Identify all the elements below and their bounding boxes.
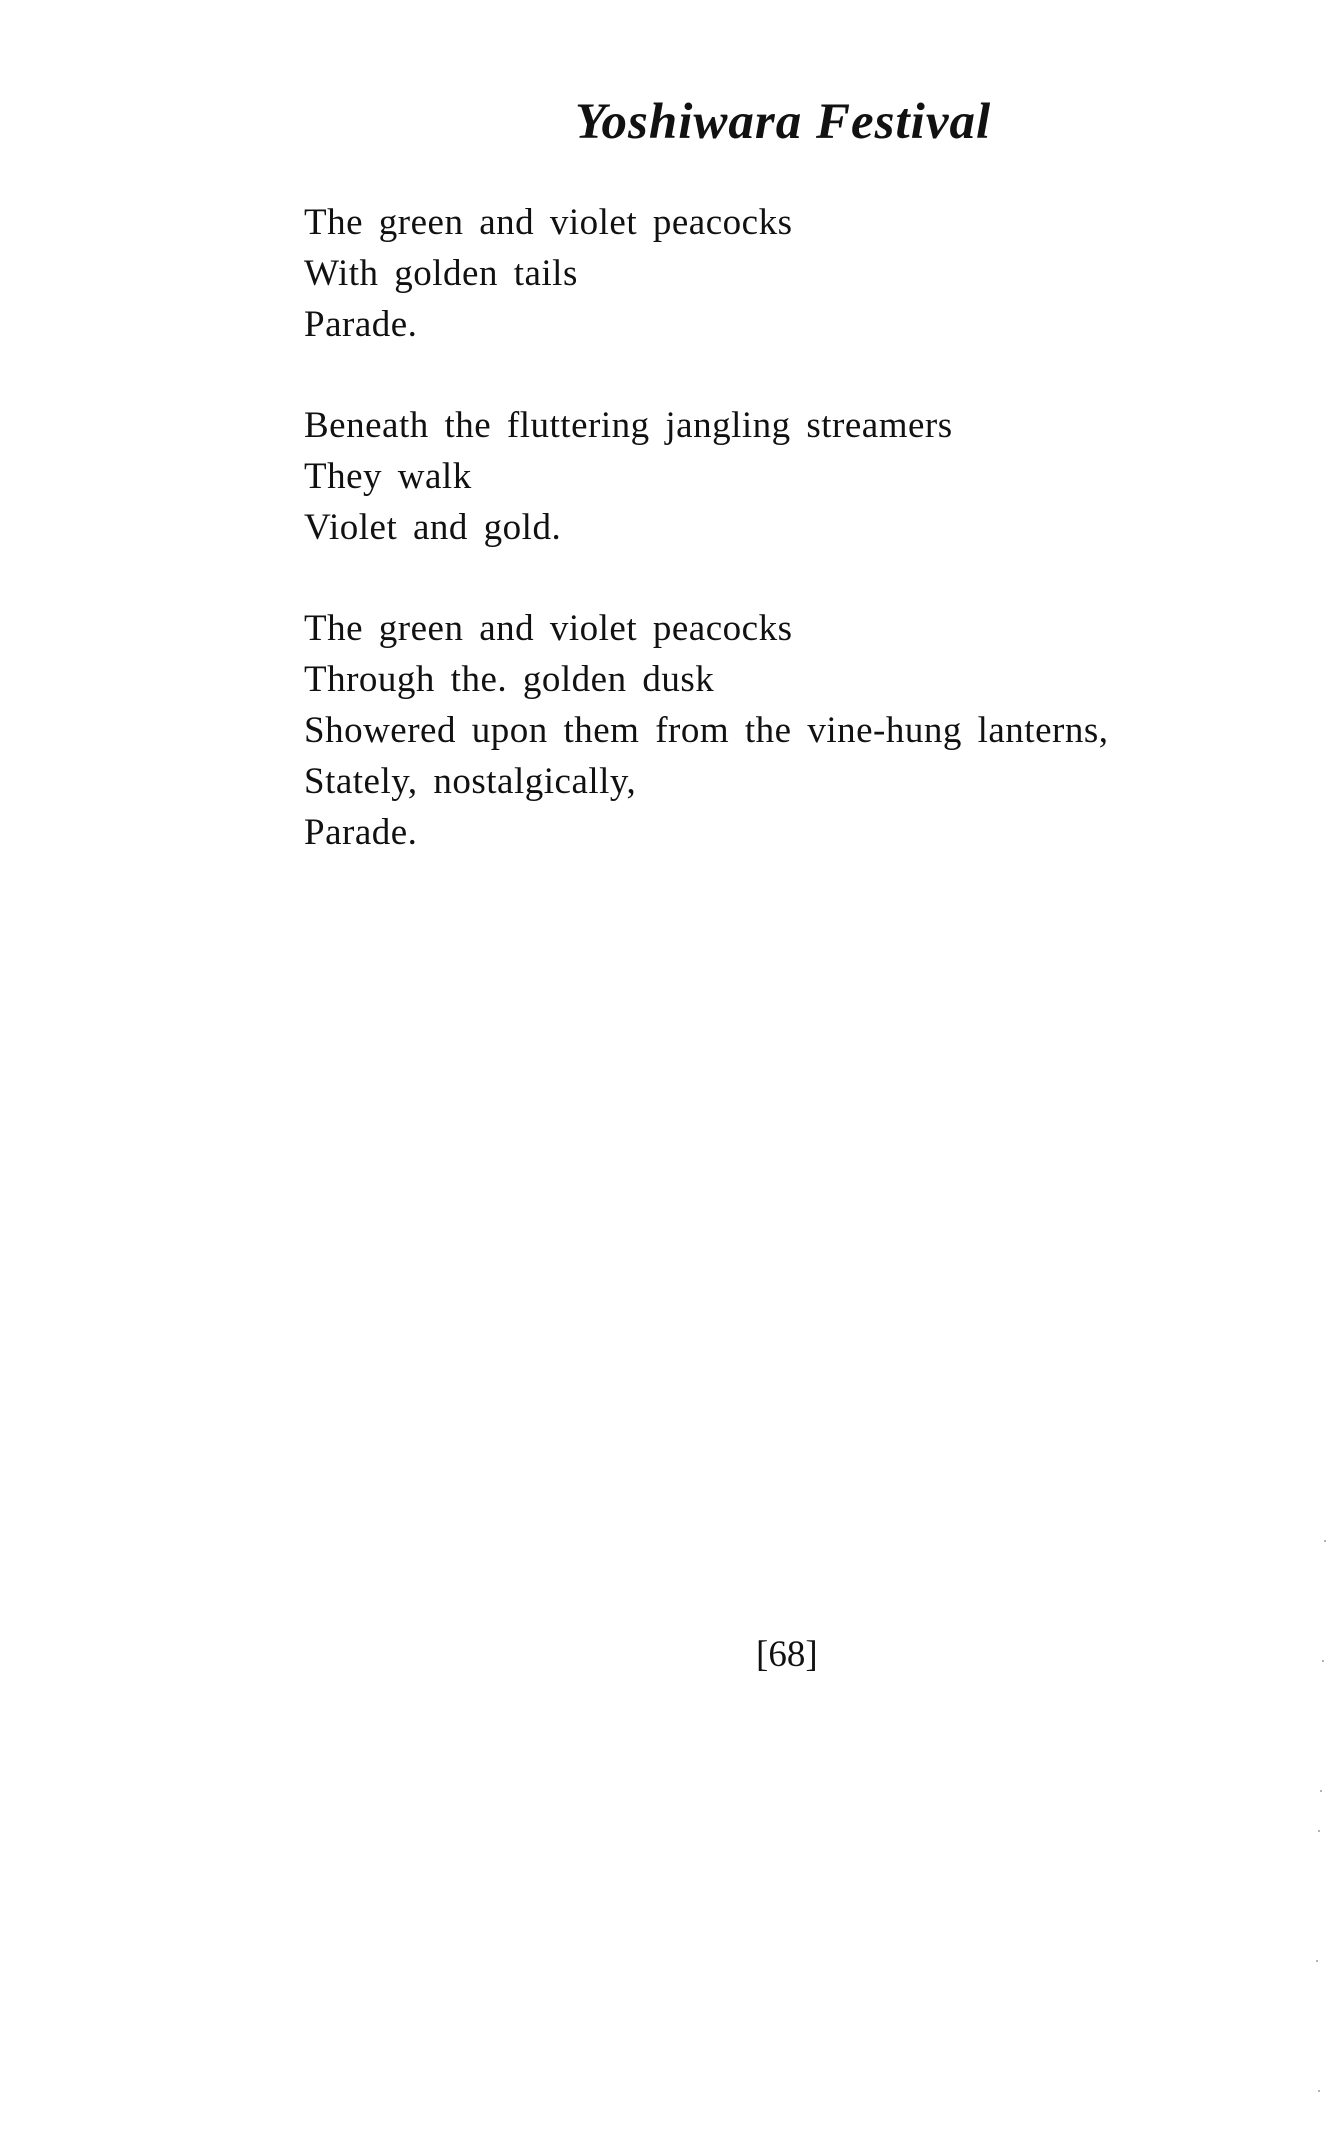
poem-line: Beneath the fluttering jangling streamers [304, 405, 953, 446]
stanza-2 [304, 400, 1314, 553]
poem-line: With golden tails [304, 253, 578, 294]
poem-line: They walk [304, 456, 472, 497]
poem-line: The green and violet peacocks [304, 202, 793, 243]
poem-line: Parade. [304, 812, 418, 853]
scan-speck [1318, 1830, 1320, 1832]
stanza-1 [304, 197, 1314, 350]
poem-line: Violet and gold. [304, 507, 562, 548]
scan-speck [1318, 2090, 1320, 2092]
poem-body [304, 197, 1314, 908]
poem-title: Yoshiwara Festival [575, 94, 992, 150]
scan-speck [1322, 1660, 1324, 1662]
poem-line: Through the. golden dusk [304, 659, 715, 700]
page-number: [68] [756, 1634, 818, 1675]
stanza-3 [304, 603, 1314, 858]
poem-line: Showered upon them from the vine-hung lanterns, [304, 710, 1109, 751]
scan-speck [1320, 1790, 1322, 1792]
scan-speck [1324, 1540, 1326, 1542]
poem-line: Stately, nostalgically, [304, 761, 637, 802]
poem-line: Parade. [304, 304, 418, 345]
poem-line: The green and violet peacocks [304, 608, 793, 649]
scan-speck [1316, 1960, 1318, 1962]
